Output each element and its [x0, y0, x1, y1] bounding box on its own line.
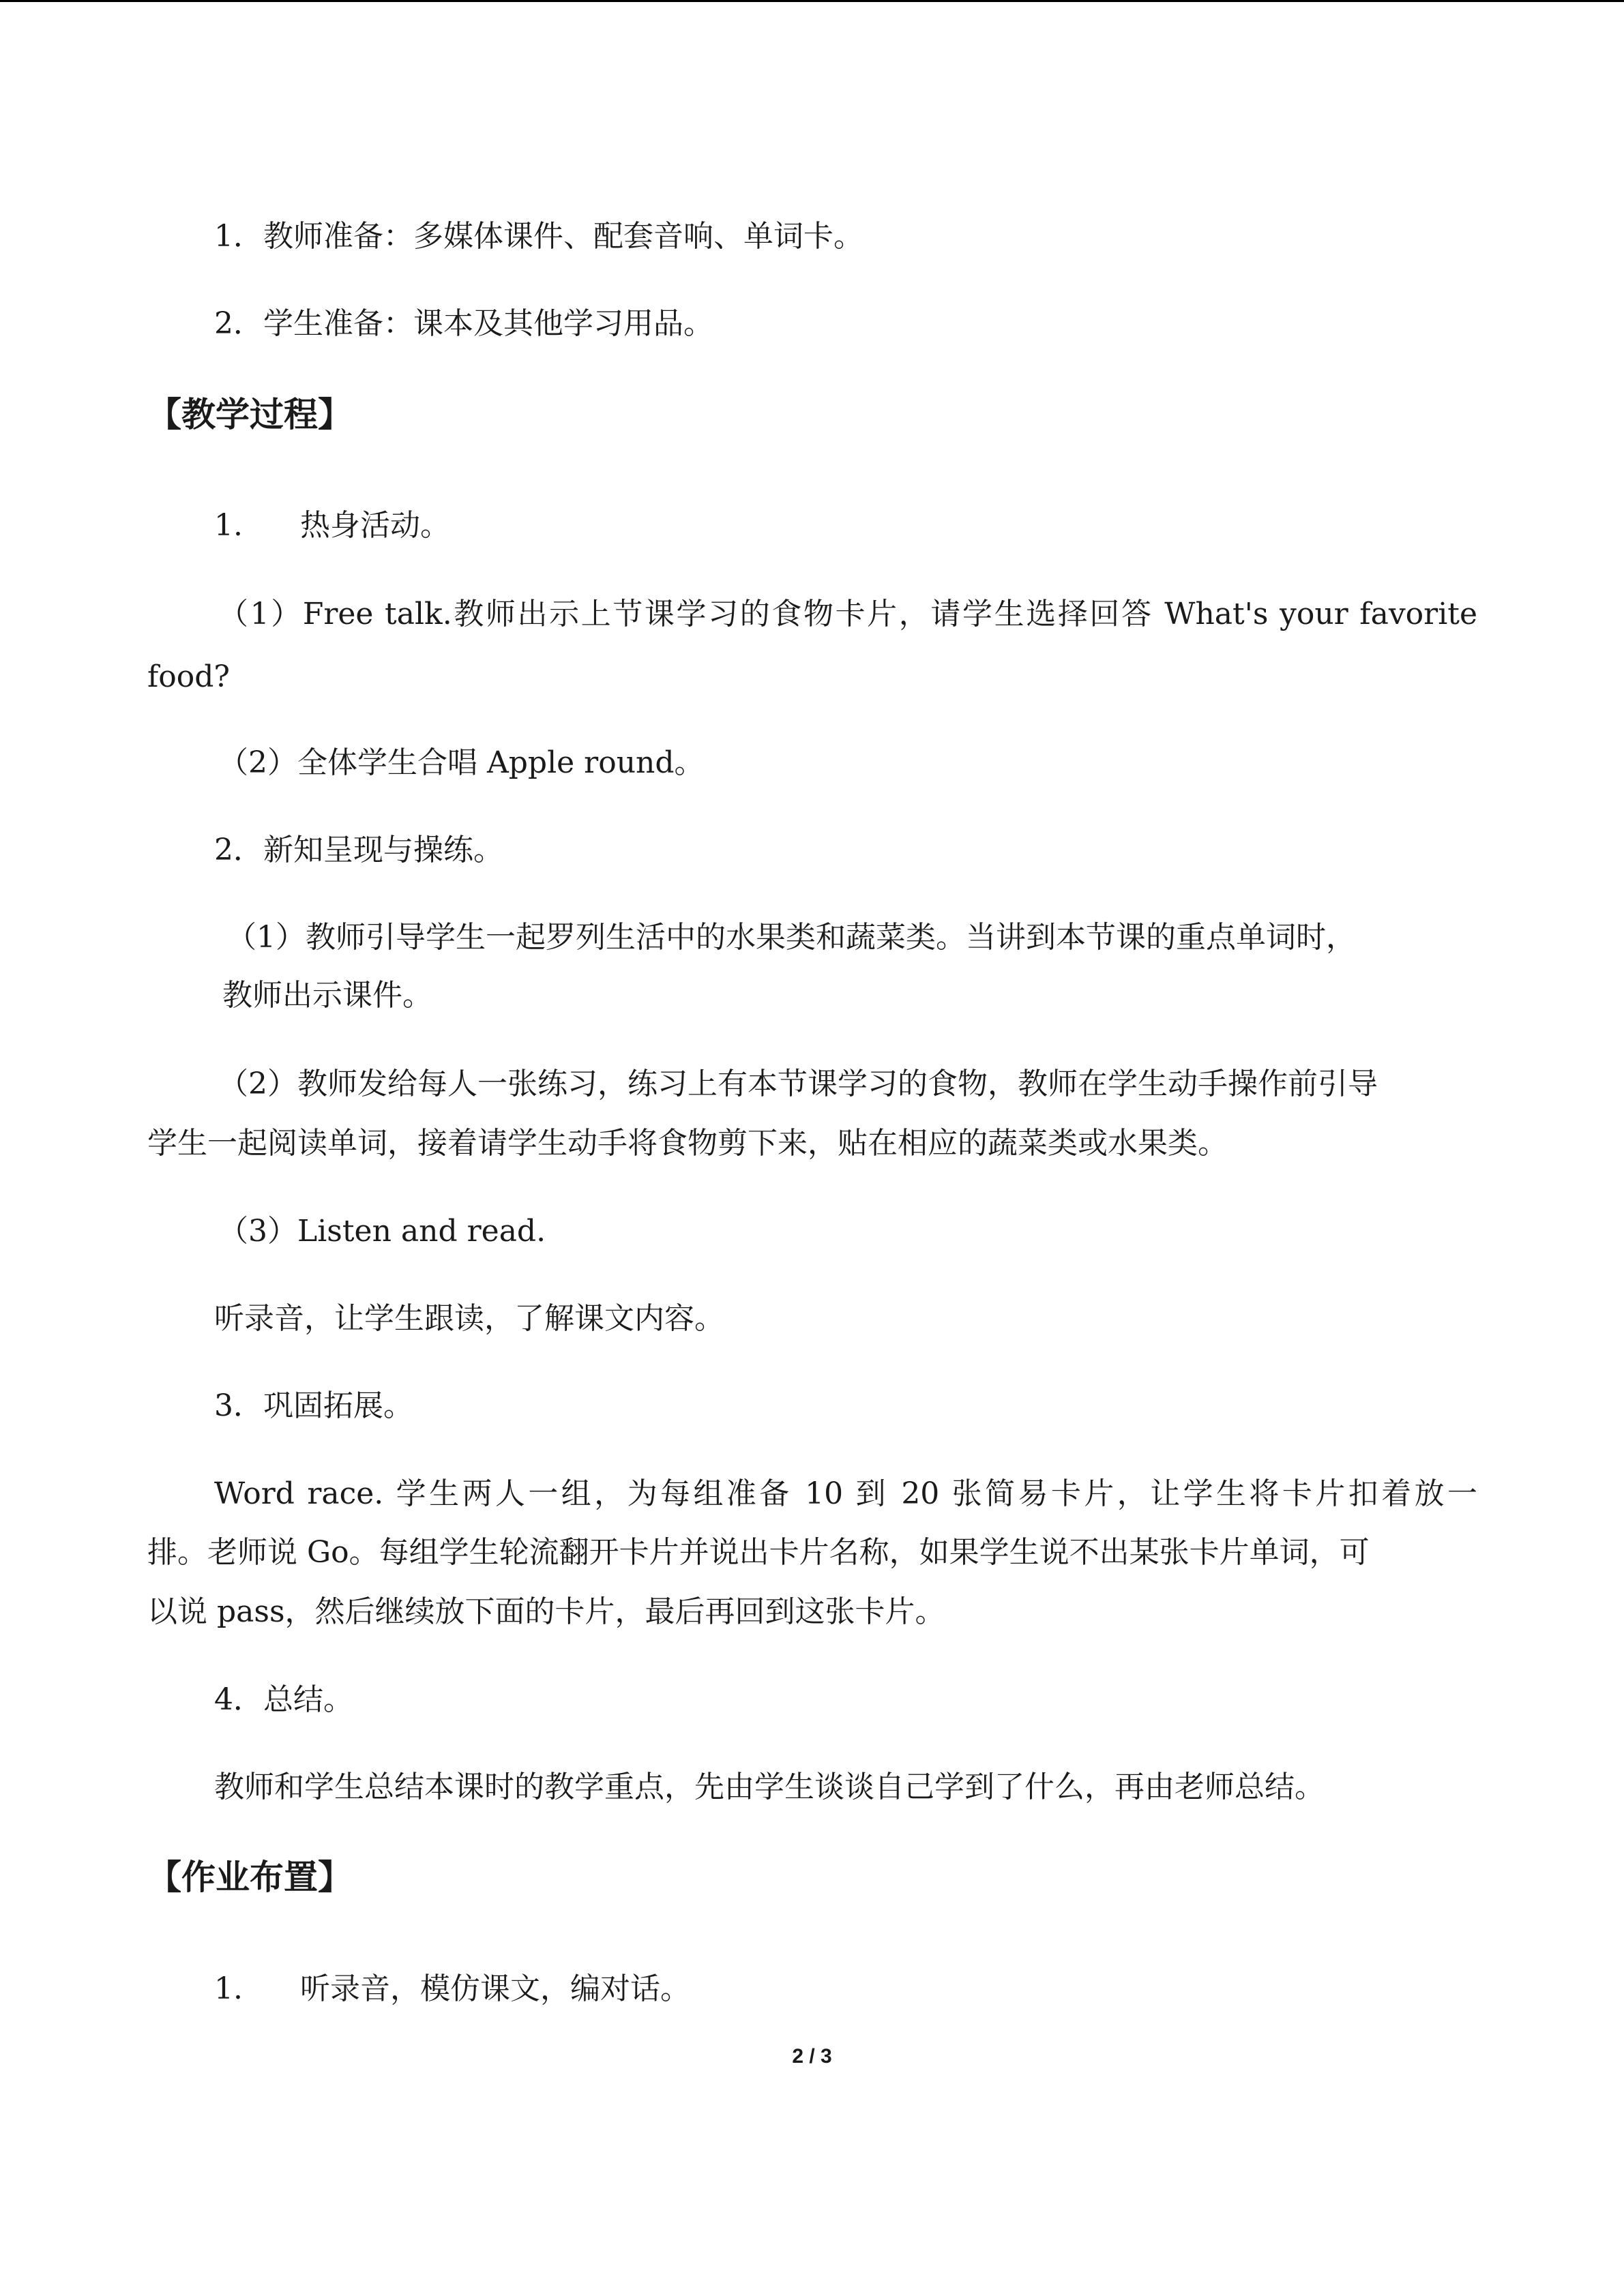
new-3-desc: 听录音，让学生跟读，了解课文内容。 — [214, 1301, 724, 1336]
new-2-line2: 学生一起阅读单词，接着请学生动手将食物剪下来，贴在相应的蔬菜类或水果类。 — [147, 1126, 1228, 1161]
warmup-num: 1. — [214, 508, 243, 543]
new-3-title: （3）Listen and read. — [218, 1214, 546, 1249]
free-talk-line1: （1）Free talk.教师出示上节课学习的食物卡片，请学生选择回答 What's your favorite — [218, 597, 1477, 631]
process-heading: 【教学过程】 — [147, 395, 352, 434]
new-1-line1: （1）教师引导学生一起罗列生活中的水果类和蔬菜类。当讲到本节课的重点单词时， — [226, 920, 1356, 955]
teacher-prep: 1．教师准备：多媒体课件、配套音响、单词卡。 — [214, 219, 863, 254]
new-2-line1: （2）教师发给每人一张练习，练习上有本节课学习的食物，教师在学生动手操作前引导 — [218, 1067, 1378, 1101]
summary-title: 4．总结。 — [214, 1682, 353, 1717]
sing-activity: （2）全体学生合唱 Apple round。 — [218, 745, 705, 780]
free-talk-line2: food? — [147, 659, 231, 694]
consolidate-title: 3．巩固拓展。 — [214, 1388, 413, 1423]
homework-item-1 — [214, 1971, 690, 2006]
homework-heading: 【作业布置】 — [147, 1858, 352, 1897]
new-knowledge-title: 2．新知呈现与操练。 — [214, 833, 503, 867]
warmup-title-line — [214, 508, 450, 543]
student-prep: 2．学生准备：课本及其他学习用品。 — [214, 306, 713, 341]
page-indicator: 2 / 3 — [792, 2045, 832, 2068]
warmup-title: 热身活动。 — [299, 508, 450, 543]
word-race-line1: Word race. 学生两人一组，为每组准备 10 到 20 张简易卡片，让学生将卡片扣着放一 — [214, 1476, 1477, 1511]
word-race-line3: 以说 pass，然后继续放下面的卡片，最后再回到这张卡片。 — [147, 1594, 945, 1629]
new-1-line2: 教师出示课件。 — [222, 978, 432, 1013]
summary-desc: 教师和学生总结本课时的教学重点，先由学生谈谈自己学到了什么，再由老师总结。 — [214, 1770, 1325, 1804]
homework-item-1-num: 1. — [214, 1971, 243, 2006]
word-race-line2: 排。老师说 Go。每组学生轮流翻开卡片并说出卡片名称，如果学生说不出某张卡片单词，可 — [147, 1535, 1370, 1570]
homework-item-1-text: 听录音，模仿课文，编对话。 — [299, 1971, 690, 2006]
